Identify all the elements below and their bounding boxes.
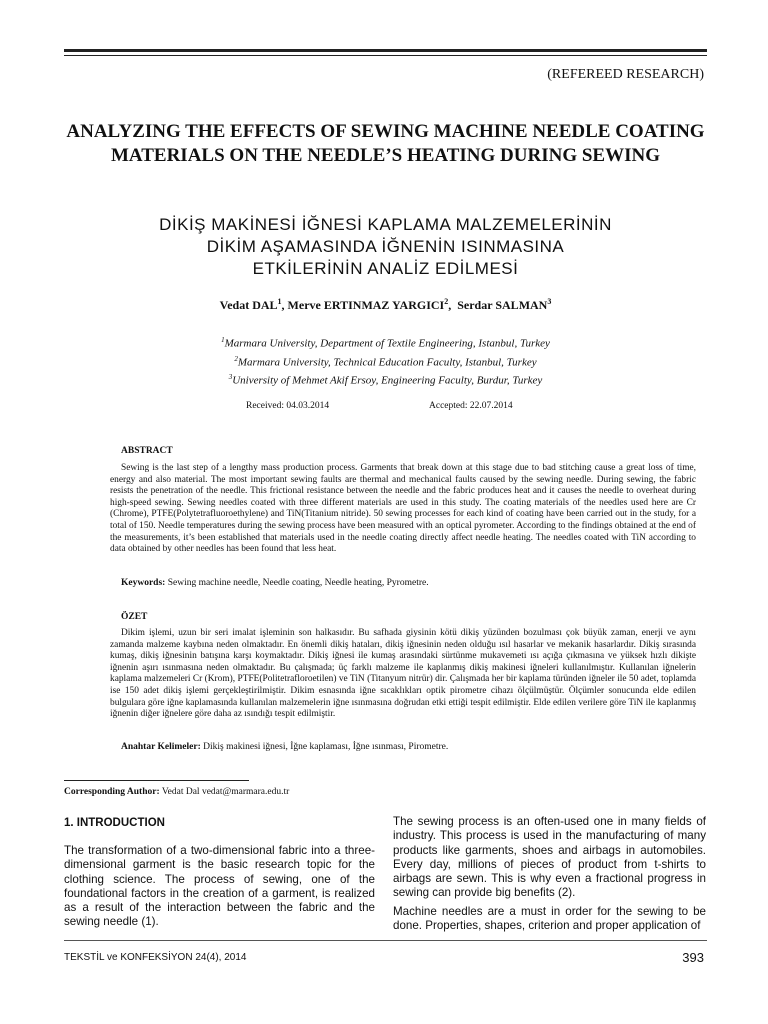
keywords <box>121 578 429 588</box>
title-turkish-line: DİKİŞ MAKİNESİ İĞNESİ KAPLAMA MALZEMELERİNİN <box>159 215 612 234</box>
accepted-date: Accepted: 22.07.2014 <box>429 401 513 411</box>
abstract-heading: ABSTRACT <box>121 446 173 456</box>
affiliation-sup: 1 <box>221 336 225 344</box>
title-turkish-line: DİKİM AŞAMASINDA İĞNENİN ISINMASINA <box>206 237 565 256</box>
keywords-text: Sewing machine needle, Needle coating, Needle heating, Pyrometre. <box>165 578 429 588</box>
header-rule-thick <box>64 49 707 52</box>
anahtar-kelimeler-label: Anahtar Kelimeler: <box>121 742 201 752</box>
author-name: Merve ERTINMAZ YARGICI <box>287 298 445 312</box>
page-number: 393 <box>682 950 704 965</box>
author-name: Serdar SALMAN <box>457 298 548 312</box>
affiliation-text: Marmara University, Department of Textile Engineering, Istanbul, Turkey <box>224 337 550 350</box>
affiliation-text: University of Mehmet Akif Ersoy, Engineering Faculty, Burdur, Turkey <box>232 374 543 387</box>
introduction-paragraph: The sewing process is an often-used one in many fields of industry. This process is used in the manufacturing of many products like garments, shoes and airbags in automobiles. Every day, millions of pieces of product from t-shirts to airbags are sewn. This is why even a fractional progress in sewing can provide big benefits (2). <box>393 815 706 900</box>
anahtar-kelimeler-text: Dikiş makinesi iğnesi, İğne kaplaması, İğne ısınması, Pirometre. <box>200 742 449 752</box>
article-type-label: (REFEREED RESEARCH) <box>547 67 704 82</box>
keywords-label: Keywords: <box>121 578 166 588</box>
affiliation-list <box>64 333 707 389</box>
journal-citation: TEKSTİL ve KONFEKSİYON 24(4), 2014 <box>64 952 247 963</box>
title-english: ANALYZING THE EFFECTS OF SEWING MACHINE NEEDLE COATING MATERIALS ON THE NEEDLE’S HEATING DURING SEWING <box>66 121 705 166</box>
affiliation <box>64 352 707 371</box>
author-list: Vedat DAL$^1$, Merve ERTINMAZ YARGICI$^2$, Serdar SALMAN$^3$ <box>219 297 552 312</box>
author-name: Vedat DAL <box>219 298 278 312</box>
title-turkish <box>64 214 707 280</box>
affiliation-text: Marmara University, Technical Education Faculty, Istanbul, Turkey <box>237 356 537 369</box>
abstract-body: Sewing is the last step of a lengthy mass production process. Garments that break down at this stage due to bad stitching cause a great loss of time, energy and also material. The most important sewing faults are thermal and mechanical faults caused by the sewing needle. During sewing, the fabric resists the penetration of the needle. This frictional resistance between the needle and the fabric produces heat and it causes the needle to overheat during high-speed sewing. Sewing needles coated with three different materials are used in this study. The coating materials of the needles used here are Cr (Chrome), PTFE(Polytetrafluoroethylene) and TiN(Titanium nitride). 50 sewing processes for each kind of coating have been carried out in the study, for a total of 150. Needle temperatures during the sewing process have been measured with an optical pyrometer. According to the findings obtained at the end of the measurements, it’s been established that materials used in the needle coating directly affect needle heating. The needles coated with TiN according to data obtained by other needles has been found that less heat. <box>110 463 696 555</box>
affiliation-sup: 3 <box>228 373 233 382</box>
corresponding-author-text: Vedat Dal vedat@marmara.edu.tr <box>159 787 290 797</box>
received-date: Received: 04.03.2014 <box>246 401 330 411</box>
anahtar-kelimeler <box>121 742 448 752</box>
ozet-heading: ÖZET <box>121 612 148 622</box>
introduction-paragraph: Machine needles are a must in order for the sewing to be done. Properties, shapes, criterion and proper application of <box>393 905 706 933</box>
affiliation <box>64 333 707 352</box>
footer-rule <box>64 940 707 941</box>
author-affil-sup: 3 <box>547 297 552 306</box>
affiliation <box>64 370 707 389</box>
ozet-body: Dikim işlemi, uzun bir seri imalat işleminin son halkasıdır. Bu safhada giysinin kötü dikiş yüzünden bozulması çok büyük zaman, enerji ve aynı zamanda malzeme kaybına neden olmaktadır. En önemli dikiş hataları, dikiş iğnesinin neden olduğu ısıl hasarlar ve mekanik hasarlardır. Dikiş sırasında kumaş, dikiş iğnesinin batışına karşı koymaktadır. Dikiş iğnesi ile kumaş arasındaki sürtünme mukavemeti ısı açığa çıkmasına ve yüksek hızlı dikişte iğnenin aşırı ısınmasına neden olmaktadır. Bu çalışmada; üç farklı malzeme ile kaplanmış dikiş makinesi iğneleri kullanılmıştır. Kullanılan iğnelerin kaplama malzemeleri Cr (Krom), PTFE(Politetrafloroetilen) ve TiN (Titanyum nitrür) dir. Çalışmada her bir kaplama türünden iğneler ile 50 adet, toplamda ise 150 adet dikiş işlemi gerçekleştirilmiştir. Dikim esnasında iğne sıcaklıkları optik pirometre cihazı ölçülmüştür. Ölçümler sonucunda elde edilen bulgulara göre iğne kaplamasında kullanılan malzemelerin iğne ısınmasına doğrudan etki ettiği tespit edilmiştir. Elde edilen verilere göre TiN ile kaplanmış iğnenin diğer iğnelere göre daha az ısındığı tespit edilmiştir. <box>110 628 696 720</box>
corresponding-author <box>64 787 289 797</box>
title-turkish-line: ETKİLERİNİN ANALİZ EDİLMESİ <box>252 259 519 278</box>
affiliation-sup: 2 <box>234 354 238 363</box>
author-affil-sup: 1 <box>277 297 282 306</box>
introduction-heading: 1. INTRODUCTION <box>64 817 165 829</box>
author-affil-sup: 2 <box>444 297 449 306</box>
introduction-paragraph: The transformation of a two-dimensional fabric into a three-dimensional garment is the basic research topic for the clothing science. The process of sewing, one of the foundational factors in the creation of a garment, is realized as a result of the interaction between the fabric and the sewing needle (1). <box>64 844 375 929</box>
header-rule-thin <box>64 55 707 56</box>
corresponding-author-label: Corresponding Author: <box>64 787 160 797</box>
footnote-rule <box>64 780 249 781</box>
